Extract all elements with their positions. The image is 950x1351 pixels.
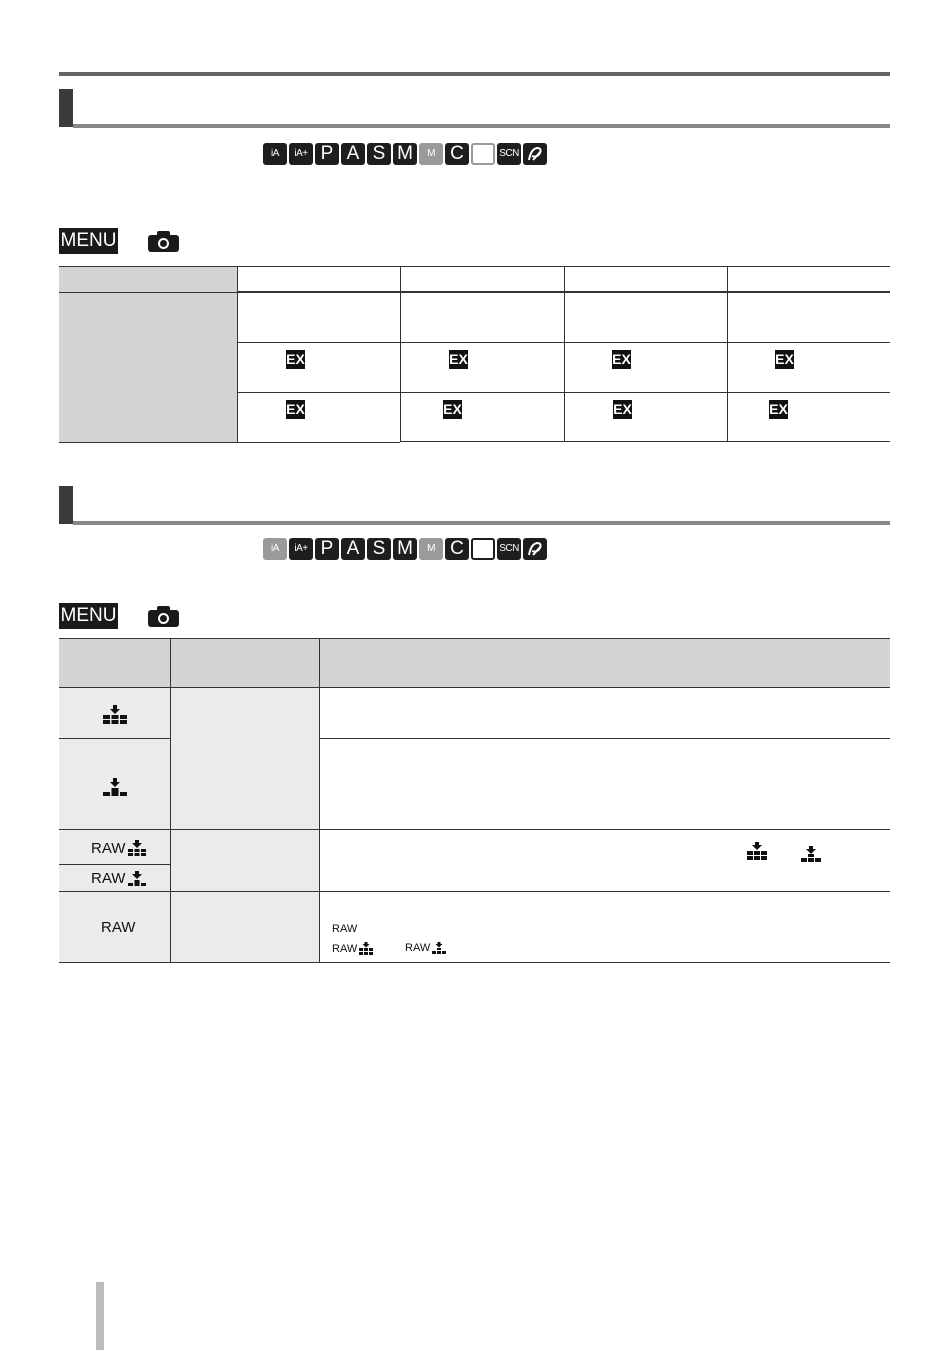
- shutter-priority-icon: S: [367, 538, 391, 560]
- ex-zoom-icon: EX: [769, 401, 788, 417]
- ex-zoom-icon: EX: [449, 351, 468, 367]
- table-1-row-label-cell: [59, 293, 237, 442]
- raw-only-icon: [101, 919, 135, 936]
- scene-guide-icon: SCN: [497, 143, 521, 165]
- quality-standard-icon: [800, 846, 822, 866]
- intelligent-auto-plus-icon: iA+: [289, 143, 313, 165]
- intelligent-auto-plus-icon: iA+: [289, 538, 313, 560]
- ex-zoom-icon: EX: [613, 401, 632, 417]
- program-icon: P: [315, 538, 339, 560]
- section-1-marker: [59, 89, 73, 127]
- section-1-mode-icons: [263, 143, 547, 165]
- section-2-marker: [59, 486, 73, 524]
- aperture-priority-icon: A: [341, 538, 365, 560]
- table-2: [59, 638, 890, 963]
- page-footer-tab: [96, 1282, 104, 1350]
- camera-icon: [148, 605, 179, 627]
- raw-label: RAW: [332, 943, 358, 955]
- raw-label: RAW: [101, 919, 136, 936]
- raw-label: RAW: [332, 923, 358, 935]
- raw-standard-icon: [91, 870, 147, 887]
- table-2-col-2-fill: [170, 688, 319, 962]
- section-1-title-rule: [73, 124, 890, 128]
- raw-label: RAW: [405, 942, 431, 954]
- custom-icon: C: [445, 143, 469, 165]
- raw-label: RAW: [91, 870, 126, 887]
- manual-icon: M: [393, 143, 417, 165]
- table-1: [59, 266, 890, 443]
- program-icon: P: [315, 143, 339, 165]
- ex-zoom-icon: EX: [443, 401, 462, 417]
- section-1-menu-path: [59, 228, 179, 254]
- raw-standard-icon: [405, 942, 446, 954]
- intelligent-auto-icon: iA: [263, 538, 287, 560]
- section-2-menu-path: [59, 603, 179, 629]
- ex-zoom-icon: EX: [286, 401, 305, 417]
- ex-zoom-icon: EX: [612, 351, 631, 367]
- creative-video-icon: M: [419, 143, 443, 165]
- quality-fine-icon: [746, 842, 768, 864]
- aperture-priority-icon: A: [341, 143, 365, 165]
- raw-fine-icon: [91, 840, 147, 857]
- menu-badge: MENU: [59, 228, 118, 254]
- manual-icon: M: [393, 538, 417, 560]
- creative-control-icon: [523, 143, 547, 165]
- raw-label: RAW: [91, 840, 126, 857]
- quality-standard-icon: [102, 778, 128, 800]
- ex-zoom-icon: EX: [286, 351, 305, 367]
- ex-zoom-icon: EX: [775, 351, 794, 367]
- table-1-header: [59, 266, 890, 293]
- section-2-title-rule: [73, 521, 890, 525]
- camera-icon: [148, 230, 179, 252]
- creative-video-icon: M: [419, 538, 443, 560]
- panorama-icon: [471, 143, 495, 165]
- shutter-priority-icon: S: [367, 143, 391, 165]
- creative-control-icon: [523, 538, 547, 560]
- intelligent-auto-icon: iA: [263, 143, 287, 165]
- raw-only-icon: [332, 923, 357, 935]
- scene-guide-icon: SCN: [497, 538, 521, 560]
- section-2-mode-icons: [263, 538, 547, 560]
- table-2-header: [59, 638, 890, 688]
- panorama-icon: [471, 538, 495, 560]
- menu-badge: MENU: [59, 603, 118, 629]
- custom-icon: C: [445, 538, 469, 560]
- raw-fine-icon: [332, 942, 373, 955]
- quality-fine-icon: [102, 705, 128, 723]
- page-top-rule: [59, 72, 890, 76]
